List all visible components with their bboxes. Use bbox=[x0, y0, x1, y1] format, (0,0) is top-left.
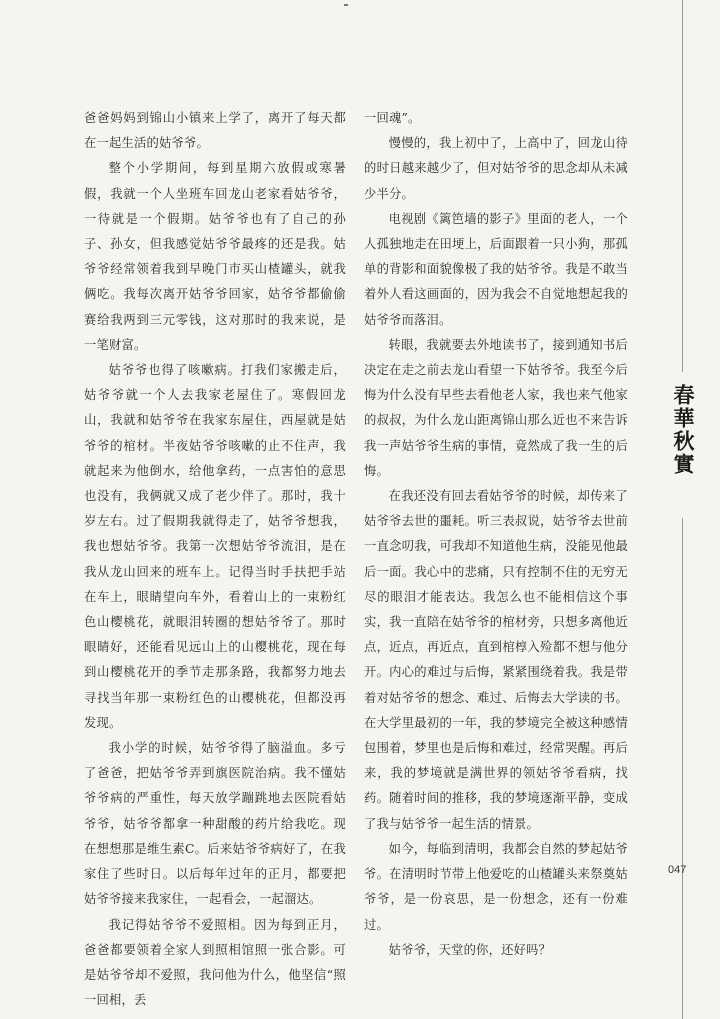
paragraph: 在我还没有回去看姑爷爷的时候，却传来了姑爷爷去世的噩耗。听三表叔说，姑爷爷去世前一直念叨我，可我却不知道他生病，没能见他最后一面。我心中的悲痛，只有控制不住的无穷无尽的眼泪才能表达。我怎么也不能相信这个事实，我一直陪在姑爷爷的棺材旁，只想多离他近点，近点，再近点，直到棺椁入殓都不想与他分开。内心的难过与后悔，紧紧围绕着我。我是带着对姑爷爷的想念、难过、后悔去大学读的书。在大学里最初的一年，我的梦境完全被这种感情包围着，梦里也是后悔和难过，经常哭醒。再后来，我的梦境就是满世界的领姑爷爷看病，找药。随着时间的推移，我的梦境逐渐平静，变成了我与姑爷爷一起生活的情景。 bbox=[364, 489, 628, 831]
paragraph: 转眼，我就要去外地读书了，接到通知书后决定在走之前去龙山看望一下姑爷爷。我至今后悔为什么没有早些去看他老人家，我也来气他家的叔叔，为什么龙山距离锦山那么近也不来告诉我一声姑爷爷生病的事情，竟然成了我一生的后悔。 bbox=[364, 337, 628, 478]
paragraph: 电视剧《篱笆墙的影子》里面的老人，一个人孤独地走在田埂上，后面跟着一只小狗，那孤单的背影和面貌像极了我的姑爷爷。我是不敢当着外人看这画面的，因为我会不自觉地想起我的姑爷爷而落泪。 bbox=[364, 211, 628, 327]
paragraph: 姑爷爷，天堂的你，还好吗？ bbox=[388, 942, 552, 957]
margin-rule-bottom bbox=[682, 518, 683, 1019]
paragraph: 如今，每临到清明，我都会自然的梦起姑爷爷。在清明时节带上他爱吃的山楂罐头来祭奠姑爷爷，是一份哀思，是一份想念，还有一份难过。 bbox=[364, 841, 628, 932]
paragraph: 我记得姑爷爷不爱照相。因为每到正月，爸爸都要领着全家人到照相馆照一张合影。可是姑爷爷却不爱照，我问他为什么，他坚信“照一回相，丢 bbox=[84, 917, 346, 1008]
paragraph: 慢慢的，我上初中了，上高中了，回龙山待的时日越来越少了，但对姑爷爷的思念却从未减少半分。 bbox=[364, 136, 628, 201]
scan-mark bbox=[344, 4, 348, 6]
paragraph: 爸爸妈妈到锦山小镇来上学了，离开了每天都在一起生活的姑爷爷。 bbox=[84, 111, 346, 151]
paragraph: 我小学的时候，姑爷爷得了脑溢血。多亏了爸爸，把姑爷爷弄到旗医院治病。我不懂姑爷爷病的严重性，每天放学蹦跳地去医院看姑爷爷，姑爷爷都拿一种甜酸的药片给我吃。现在想想那是维生素C。后来姑爷爷病好了，在我家住了些时日。以后每年过年的正月，都要把姑爷爷接来我家住，一起看会，一起溜达。 bbox=[84, 741, 346, 907]
paragraph: 整个小学期间，每到星期六放假或寒暑假，我就一个人坐班车回龙山老家看姑爷爷，一待就是一个假期。姑爷爷也有了自己的孙子、孙女，但我感觉姑爷爷最疼的还是我。姑爷爷经常领着我到早晚门市买山楂罐头，就我俩吃。我每次离开姑爷爷回家，姑爷爷都偷偷赛给我两到三元零钱，这对那时的我来说，是一笔财富。 bbox=[84, 161, 346, 352]
right-text-column bbox=[364, 106, 628, 963]
margin-rule-top bbox=[682, 0, 683, 372]
page-number: 047 bbox=[668, 864, 687, 876]
left-text-column bbox=[84, 106, 346, 1013]
paragraph: 一回魂”。 bbox=[364, 111, 421, 125]
paragraph: 姑爷爷也得了咳嗽病。打我们家搬走后，姑爷爷就一个人去我家老屋住了。寒假回龙山，我就和姑爷爷在我家东屋住，西屋就是姑爷爷的棺材。半夜姑爷爷咳嗽的止不住声，我就起来为他倒水，给他拿药，一点害怕的意思也没有，我俩就又成了老少伴了。那时，我十岁左右。过了假期我就得走了，姑爷爷想我，我也想姑爷爷。我第一次想姑爷爷流泪，是在我从龙山回来的班车上。记得当时手扶把手站在车上，眼睛望向车外，看着山上的一束粉红色山樱桃花，就眼泪转圈的想姑爷爷了。那时眼睛好，还能看见远山上的山樱桃花，现在每到山樱桃花开的季节走那条路，我都努力地去寻找当年那一束粉红色的山樱桃花，但都没再发现。 bbox=[84, 363, 346, 730]
column-title: 春華秋實 bbox=[671, 384, 696, 476]
